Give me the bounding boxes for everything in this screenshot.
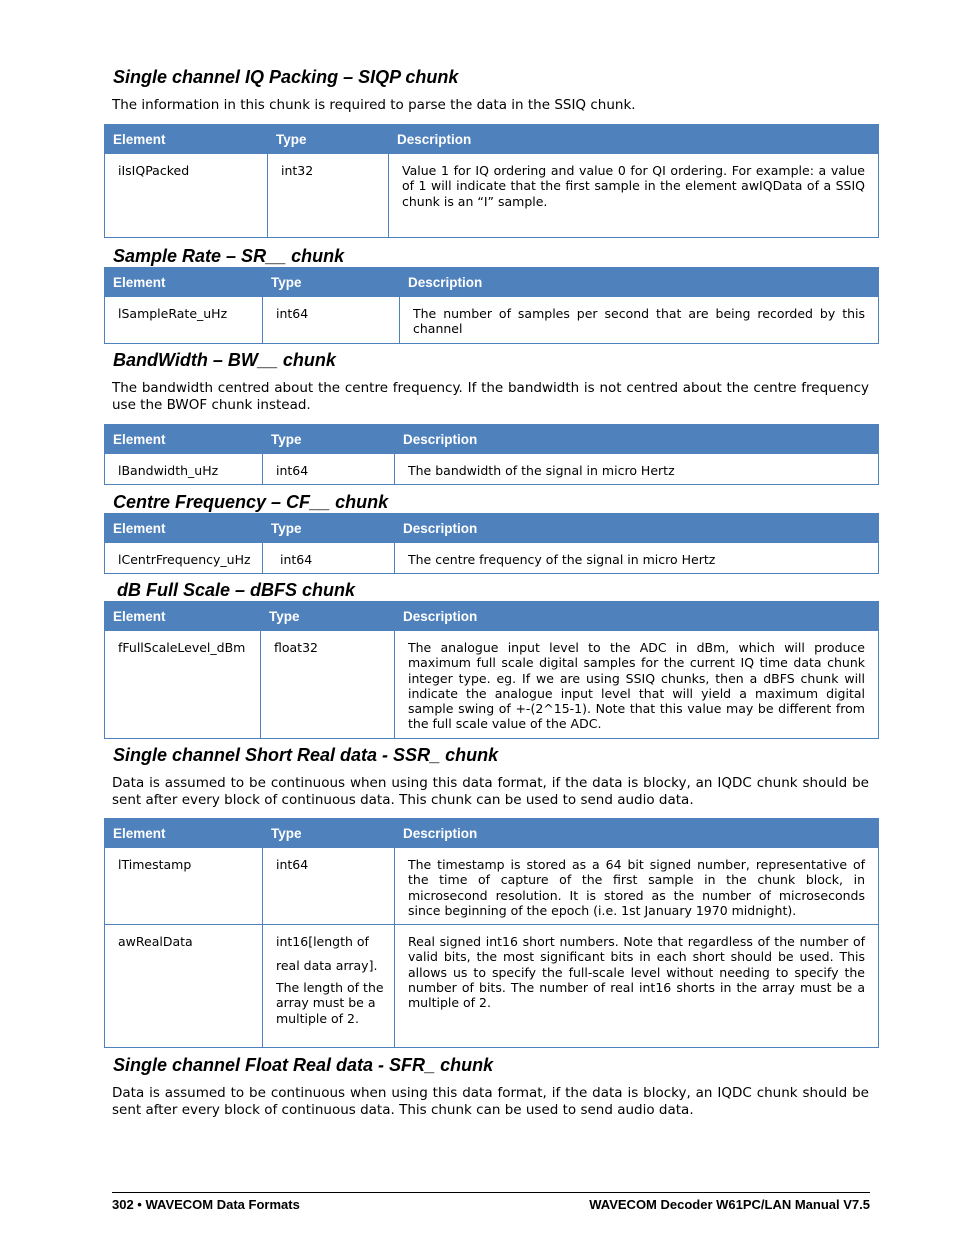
table-sr (104, 267, 879, 344)
table-siqp (104, 124, 879, 238)
footer-left: 302 • WAVECOM Data Formats (112, 1197, 300, 1212)
cell-type: int64 (263, 543, 395, 574)
table-header-row (105, 425, 879, 454)
col-header-type: Type (261, 602, 395, 631)
footer-divider (112, 1192, 870, 1193)
cell-element: lSampleRate_uHz (105, 297, 263, 344)
cell-element: fFullScaleLevel_dBm (105, 631, 261, 739)
cell-type: int64 (263, 848, 395, 925)
section-heading-siqp: Single channel IQ Packing – SIQP chunk (113, 67, 459, 87)
cell-element: iIsIQPacked (105, 154, 268, 238)
cell-type: float32 (261, 631, 395, 739)
table-header-row (105, 514, 879, 543)
cell-description: Real signed int16 short numbers. Note that regardless of the number of valid bits, the most significant bits in each short should be used. This allows us to specify the full-scale level without needing to specify the number of bits. The number of real int16 shorts in the array must be a multiple of 2. (395, 925, 879, 1048)
cell-description: The timestamp is stored as a 64 bit signed number, representative of the time of capture of the first sample in the chunk block, in microsecond resolution. It is stored as the number of microseconds since beginning of the epoch (i.e. 1st January 1970 midnight). (395, 848, 879, 925)
cell-type: int64 (263, 454, 395, 485)
col-header-description: Description (395, 514, 879, 543)
table-row (105, 297, 879, 344)
table-row (105, 631, 879, 739)
cell-type: int64 (263, 297, 400, 344)
table-header-row (105, 125, 879, 154)
table-row (105, 543, 879, 574)
col-header-element: Element (105, 268, 263, 297)
col-header-type: Type (268, 125, 389, 154)
table-dbfs (104, 601, 879, 739)
cell-element: awRealData (105, 925, 263, 1048)
col-header-description: Description (389, 125, 879, 154)
col-header-element: Element (105, 125, 268, 154)
cell-description: The centre frequency of the signal in micro Hertz (395, 543, 879, 574)
table-row (105, 154, 879, 238)
cell-description: The analogue input level to the ADC in dBm, which will produce maximum full scale digital samples for the current IQ time data chunk integer type. eg. If we are using SSIQ chunks, then a dBFS chunk will indicate the analogue input level that will yield a maximum digital sample swing of +-(2^15-1). Note that this value may be different from the full scale value of the ADC. (395, 631, 879, 739)
section-heading-ssr: Single channel Short Real data - SSR_ chunk (113, 745, 499, 765)
section-intro-ssr: Data is assumed to be continuous when using this data format, if the data is blocky, an IQDC chunk should be sent after every block of continuous data. This chunk can be used to send audio data. (112, 775, 869, 808)
col-header-description: Description (395, 425, 879, 454)
col-header-type: Type (263, 819, 395, 848)
section-heading-sfr: Single channel Float Real data - SFR_ chunk (113, 1055, 494, 1075)
col-header-description: Description (400, 268, 879, 297)
cell-type (263, 925, 395, 1048)
col-header-element: Element (105, 602, 261, 631)
table-cf (104, 513, 879, 574)
col-header-type: Type (263, 514, 395, 543)
section-heading-cf: Centre Frequency – CF__ chunk (113, 492, 389, 512)
section-heading-sr: Sample Rate – SR__ chunk (113, 246, 345, 266)
col-header-description: Description (395, 602, 879, 631)
col-header-type: Type (263, 268, 400, 297)
section-intro-siqp: The information in this chunk is required to parse the data in the SSIQ chunk. (112, 97, 636, 113)
col-header-element: Element (105, 425, 263, 454)
col-header-description: Description (395, 819, 879, 848)
table-ssr (104, 818, 879, 1048)
table-header-row (105, 602, 879, 631)
cell-type-note: The length of the array must be a multiple of 2. (276, 980, 384, 1026)
cell-type-main: int16[length of real data array]. (276, 934, 378, 974)
section-intro-sfr: Data is assumed to be continuous when using this data format, if the data is blocky, an IQDC chunk should be sent after every block of continuous data. This chunk can be used to send audio data. (112, 1085, 869, 1118)
footer-right: WAVECOM Decoder W61PC/LAN Manual V7.5 (589, 1197, 870, 1212)
cell-element: lBandwidth_uHz (105, 454, 263, 485)
cell-description: The bandwidth of the signal in micro Hertz (395, 454, 879, 485)
table-header-row (105, 268, 879, 297)
section-heading-bw: BandWidth – BW__ chunk (113, 350, 336, 370)
col-header-element: Element (105, 819, 263, 848)
table-header-row (105, 819, 879, 848)
section-heading-dbfs: dB Full Scale – dBFS chunk (117, 580, 356, 600)
cell-element: lTimestamp (105, 848, 263, 925)
table-row (105, 925, 879, 1048)
cell-element: lCentrFrequency_uHz (105, 543, 263, 574)
table-bw (104, 424, 879, 485)
table-row (105, 454, 879, 485)
cell-description: Value 1 for IQ ordering and value 0 for QI ordering. For example: a value of 1 will indicate that the first sample in the element awIQData of a SSIQ chunk is an “I” sample. (389, 154, 879, 238)
table-row (105, 848, 879, 925)
cell-type: int32 (268, 154, 389, 238)
cell-description: The number of samples per second that are being recorded by this channel (400, 297, 879, 344)
col-header-type: Type (263, 425, 395, 454)
section-intro-bw: The bandwidth centred about the centre frequency. If the bandwidth is not centred about the centre frequency use the BWOF chunk instead. (112, 380, 869, 413)
col-header-element: Element (105, 514, 263, 543)
